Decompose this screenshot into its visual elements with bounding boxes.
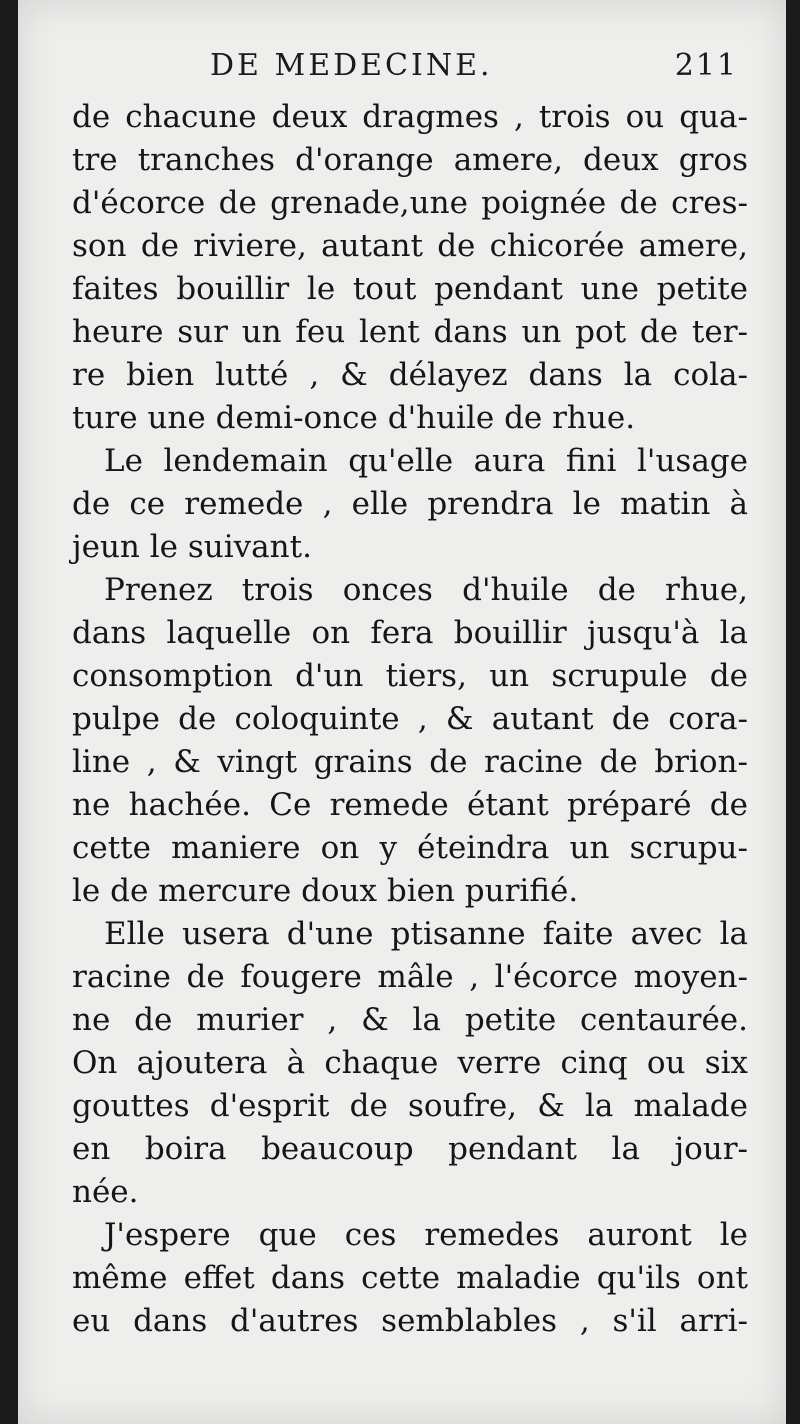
paragraph [72, 1214, 748, 1343]
text-line: faites bouillir le tout pendant une petite [72, 271, 748, 307]
text-line: ture une demi-once d'huile de rhue. [72, 400, 636, 436]
page-number: 211 [674, 48, 738, 83]
text-line: née. [72, 1174, 139, 1210]
text-line: ne hachée. Ce remede étant préparé de [72, 787, 748, 823]
paragraph [72, 913, 748, 1214]
text-line: ne de murier , & la petite centaurée. [72, 1002, 748, 1038]
running-head: DE MEDECINE. [210, 48, 493, 83]
page-edge-shadow [786, 0, 800, 1424]
text-line: racine de fougere mâle , l'écorce moyen- [72, 959, 748, 995]
text-line: gouttes d'esprit de soufre, & la malade [72, 1088, 748, 1124]
text-line: de chacune deux dragmes , trois ou qua- [72, 99, 748, 135]
text-line: consomption d'un tiers, un scrupule de [72, 658, 748, 694]
text-line: cette maniere on y éteindra un scrupu- [72, 830, 748, 866]
text-line: jeun le suivant. [72, 529, 312, 565]
paragraph [72, 569, 748, 913]
text-line: On ajoutera à chaque verre cinq ou six [72, 1045, 748, 1081]
text-line: Elle usera d'une ptisanne faite avec la [104, 916, 748, 952]
paragraph [72, 440, 748, 569]
text-line: le de mercure doux bien purifié. [72, 873, 579, 909]
text-line: son de riviere, autant de chicorée amere, [72, 228, 748, 264]
text-line: tre tranches d'orange amere, deux gros [72, 142, 748, 178]
paragraph [72, 96, 748, 440]
page-header [18, 44, 786, 94]
text-line: pulpe de coloquinte , & autant de cora- [72, 701, 748, 737]
text-line: de ce remede , elle prendra le matin à [72, 486, 748, 522]
book-page [18, 0, 786, 1424]
text-line: J'espere que ces remedes auront le [104, 1217, 748, 1253]
text-line: même effet dans cette maladie qu'ils ont [72, 1260, 748, 1296]
body-text [72, 96, 748, 1343]
text-line: eu dans d'autres semblables , s'il arri- [72, 1303, 748, 1339]
text-line: dans laquelle on fera bouillir jusqu'à la [72, 615, 748, 651]
text-line: heure sur un feu lent dans un pot de ter- [72, 314, 748, 350]
text-line: d'écorce de grenade,une poignée de cres- [72, 185, 748, 221]
text-line: en boira beaucoup pendant la jour- [72, 1131, 748, 1167]
text-line: Prenez trois onces d'huile de rhue, [104, 572, 748, 608]
text-line: re bien lutté , & délayez dans la cola- [72, 357, 748, 393]
text-line: line , & vingt grains de racine de brion- [72, 744, 748, 780]
text-line: Le lendemain qu'elle aura fini l'usage [104, 443, 748, 479]
